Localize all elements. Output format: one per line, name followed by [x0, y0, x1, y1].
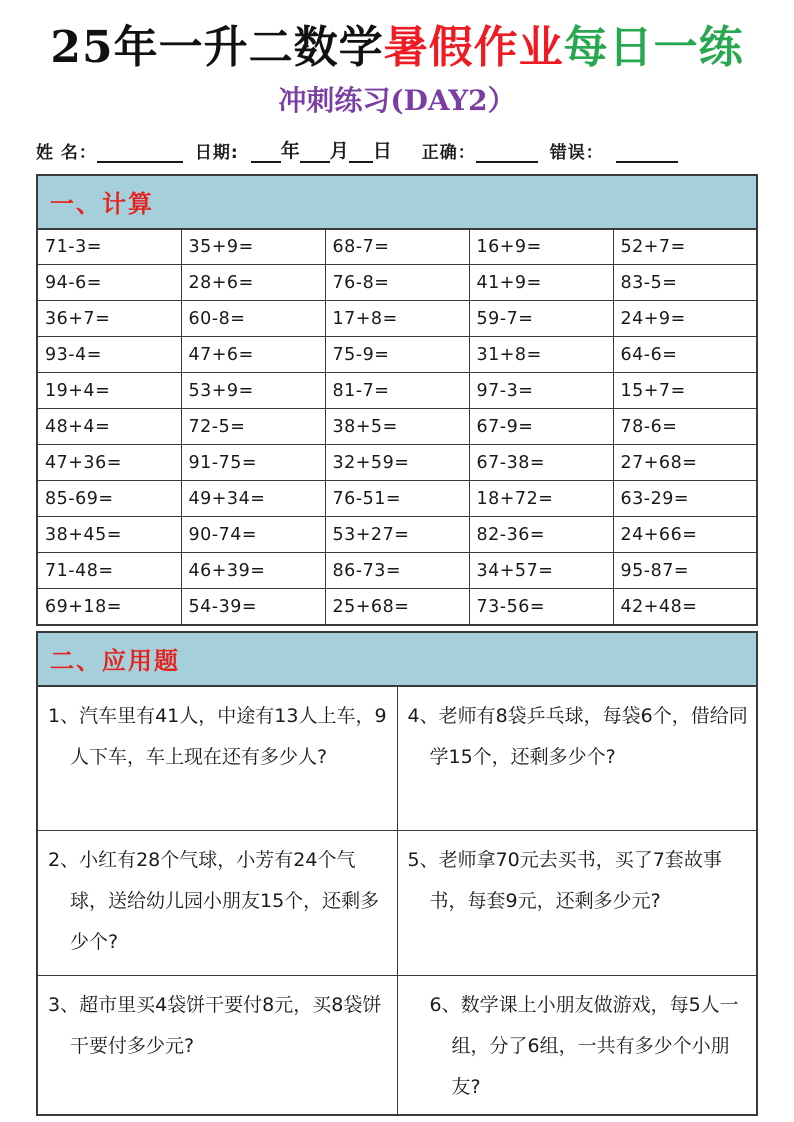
- calc-problem: 53+27=: [325, 517, 469, 553]
- calculation-table: [36, 228, 758, 626]
- calc-problem: 81-7=: [325, 373, 469, 409]
- day-label: 日: [372, 139, 392, 162]
- calc-problem: 15+7=: [613, 373, 757, 409]
- correct-label: 正确：: [421, 142, 476, 163]
- calc-problem: 31+8=: [469, 337, 613, 373]
- calc-problem: 38+45=: [37, 517, 181, 553]
- calc-problem: 46+39=: [181, 553, 325, 589]
- calc-problem: 75-9=: [325, 337, 469, 373]
- calc-problem: 53+9=: [181, 373, 325, 409]
- word-problem-text: 6、数学课上小朋友做游戏，每5人一组，分了6组，一共有多少个小朋友?: [429, 994, 739, 1099]
- year-blank: [251, 145, 281, 163]
- word-problem-cell-left: [37, 976, 397, 1115]
- calc-problem: 35+9=: [181, 229, 325, 265]
- word-problem-text: 1、汽车里有41人，中途有13人上车，9人下车，车上现在还有多少人?: [48, 704, 387, 768]
- calc-problem: 32+59=: [325, 445, 469, 481]
- calc-row: [37, 445, 757, 481]
- calc-problem: 78-6=: [613, 409, 757, 445]
- calc-problem: 59-7=: [469, 301, 613, 337]
- calc-row: [37, 229, 757, 265]
- calc-problem: 38+5=: [325, 409, 469, 445]
- word-problem-text: 4、老师有8袋乒乓球，每袋6个，借给同学15个，还剩多少个?: [407, 704, 748, 768]
- calc-problem: 42+48=: [613, 589, 757, 625]
- calc-problem: 48+4=: [37, 409, 181, 445]
- calc-problem: 94-6=: [37, 265, 181, 301]
- page-subtitle: 冲刺练习(DAY2）: [278, 83, 516, 117]
- date-label: 日期:: [194, 142, 239, 163]
- word-problems-table: [36, 685, 758, 1116]
- correct-blank: [476, 145, 538, 163]
- calc-problem: 47+6=: [181, 337, 325, 373]
- calc-row: [37, 301, 757, 337]
- title-black-part: 25年一升二数学: [50, 22, 384, 73]
- calc-problem: 76-8=: [325, 265, 469, 301]
- calc-problem: 52+7=: [613, 229, 757, 265]
- calc-problem: 72-5=: [181, 409, 325, 445]
- word-problem-cell-right: [397, 831, 757, 976]
- wrong-label: 错误：: [549, 142, 604, 163]
- calc-problem: 67-9=: [469, 409, 613, 445]
- calc-problem: 49+34=: [181, 481, 325, 517]
- calc-problem: 71-3=: [37, 229, 181, 265]
- calc-problem: 68-7=: [325, 229, 469, 265]
- calc-row: [37, 517, 757, 553]
- wrong-blank: [616, 145, 678, 163]
- month-blank: [300, 145, 330, 163]
- calc-problem: 85-69=: [37, 481, 181, 517]
- year-label: 年: [280, 139, 300, 162]
- calc-problem: 41+9=: [469, 265, 613, 301]
- calc-problem: 19+4=: [37, 373, 181, 409]
- word-problem-row: [37, 831, 757, 976]
- calc-problem: 16+9=: [469, 229, 613, 265]
- word-problem-text: 5、老师拿70元去买书，买了7套故事书，每套9元，还剩多少元?: [407, 849, 722, 913]
- calc-problem: 76-51=: [325, 481, 469, 517]
- section-word-problems-header: 二、应用题: [36, 631, 758, 685]
- calc-problem: 24+66=: [613, 517, 757, 553]
- calc-problem: 47+36=: [37, 445, 181, 481]
- calc-problem: 91-75=: [181, 445, 325, 481]
- word-problem-cell-right: [397, 976, 757, 1115]
- page-title: [36, 22, 758, 74]
- section-calculation-header: 一、计算: [36, 174, 758, 228]
- calc-problem: 69+18=: [37, 589, 181, 625]
- word-problem-text: 3、超市里买4袋饼干要付8元，买8袋饼干要付多少元?: [48, 994, 382, 1058]
- calc-problem: 93-4=: [37, 337, 181, 373]
- calc-problem: 95-87=: [613, 553, 757, 589]
- calc-problem: 83-5=: [613, 265, 757, 301]
- calc-problem: 54-39=: [181, 589, 325, 625]
- calc-problem: 73-56=: [469, 589, 613, 625]
- name-label: 姓 名：: [36, 142, 97, 163]
- calc-row: [37, 265, 757, 301]
- calc-row: [37, 553, 757, 589]
- calc-problem: 17+8=: [325, 301, 469, 337]
- calc-problem: 28+6=: [181, 265, 325, 301]
- calc-problem: 90-74=: [181, 517, 325, 553]
- calc-problem: 64-6=: [613, 337, 757, 373]
- calc-row: [37, 373, 757, 409]
- word-problem-cell-left: [37, 831, 397, 976]
- calc-problem: 97-3=: [469, 373, 613, 409]
- month-label: 月: [329, 139, 349, 162]
- title-red-part: 暑假作业: [383, 22, 564, 73]
- name-blank: [97, 145, 183, 163]
- word-problem-cell-left: [37, 686, 397, 831]
- word-problem-cell-right: [397, 686, 757, 831]
- calc-problem: 60-8=: [181, 301, 325, 337]
- calc-problem: 27+68=: [613, 445, 757, 481]
- calc-problem: 71-48=: [37, 553, 181, 589]
- word-problem-text: 2、小红有28个气球，小芳有24个气球，送给幼儿园小朋友15个，还剩多少个?: [48, 849, 380, 954]
- calc-problem: 24+9=: [613, 301, 757, 337]
- title-green-part: 每日一练: [563, 22, 744, 73]
- calc-problem: 34+57=: [469, 553, 613, 589]
- calc-problem: 67-38=: [469, 445, 613, 481]
- calc-row: [37, 337, 757, 373]
- word-problem-row: [37, 686, 757, 831]
- calc-problem: 36+7=: [37, 301, 181, 337]
- day-blank: [349, 145, 373, 163]
- calc-row: [37, 589, 757, 625]
- calc-problem: 18+72=: [469, 481, 613, 517]
- calc-problem: 63-29=: [613, 481, 757, 517]
- calc-problem: 25+68=: [325, 589, 469, 625]
- info-line: [36, 136, 758, 163]
- calc-row: [37, 481, 757, 517]
- calc-problem: 82-36=: [469, 517, 613, 553]
- calc-problem: 86-73=: [325, 553, 469, 589]
- calc-row: [37, 409, 757, 445]
- word-problem-row: [37, 976, 757, 1115]
